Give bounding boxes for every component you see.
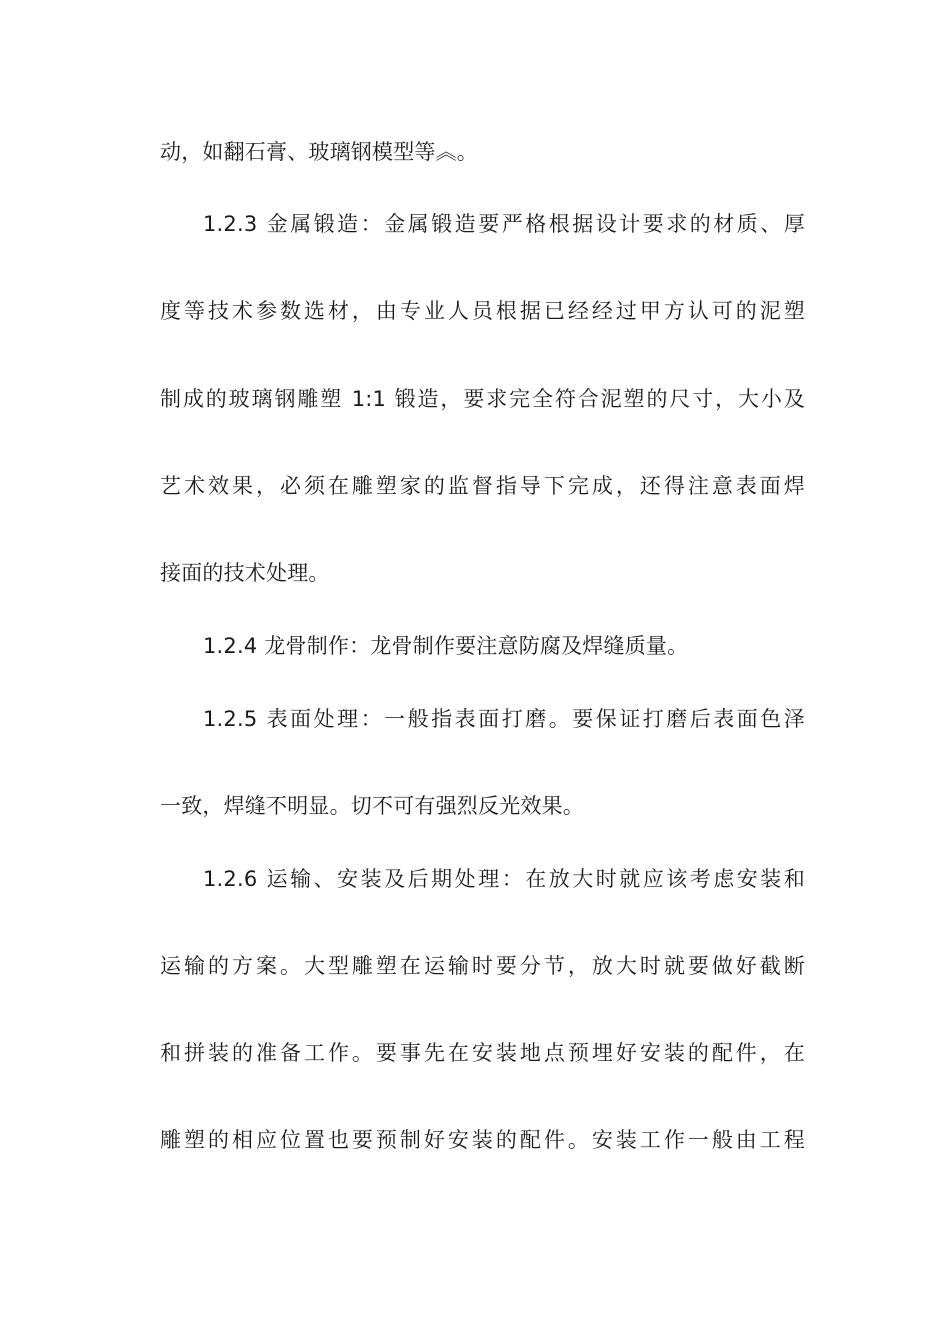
text-line-7: 1.2.4 龙骨制作：龙骨制作要注意防腐及焊缝质量。 — [203, 634, 689, 658]
text-line-2: 1.2.3 金属锻造：金属锻造要严格根据设计要求的材质、厚 — [203, 212, 805, 236]
text-line-11: 运输的方案。大型雕塑在运输时要分节，放大时就要做好截断 — [160, 954, 805, 978]
text-line-12: 和拼装的准备工作。要事先在安装地点预埋好安装的配件，在 — [160, 1041, 805, 1065]
text-line-13: 雕塑的相应位置也要预制好安装的配件。安装工作一般由工程 — [160, 1128, 805, 1152]
text-line-9: 一致，焊缝不明显。切不可有强烈反光效果。 — [160, 794, 584, 818]
text-line-1: 动，如翻石膏、玻璃钢模型等︽。 — [160, 140, 478, 164]
text-line-10: 1.2.6 运输、安装及后期处理：在放大时就应该考虑安装和 — [203, 867, 805, 891]
text-line-8: 1.2.5 表面处理：一般指表面打磨。要保证打磨后表面色泽 — [203, 707, 805, 731]
text-line-4: 制成的玻璃钢雕塑 1:1 锻造，要求完全符合泥塑的尺寸，大小及 — [160, 387, 805, 411]
text-line-6: 接面的技术处理。 — [160, 561, 330, 585]
text-line-3: 度等技术参数选材，由专业人员根据已经经过甲方认可的泥塑 — [160, 299, 805, 323]
text-line-5: 艺术效果，必须在雕塑家的监督指导下完成，还得注意表面焊 — [160, 474, 805, 498]
